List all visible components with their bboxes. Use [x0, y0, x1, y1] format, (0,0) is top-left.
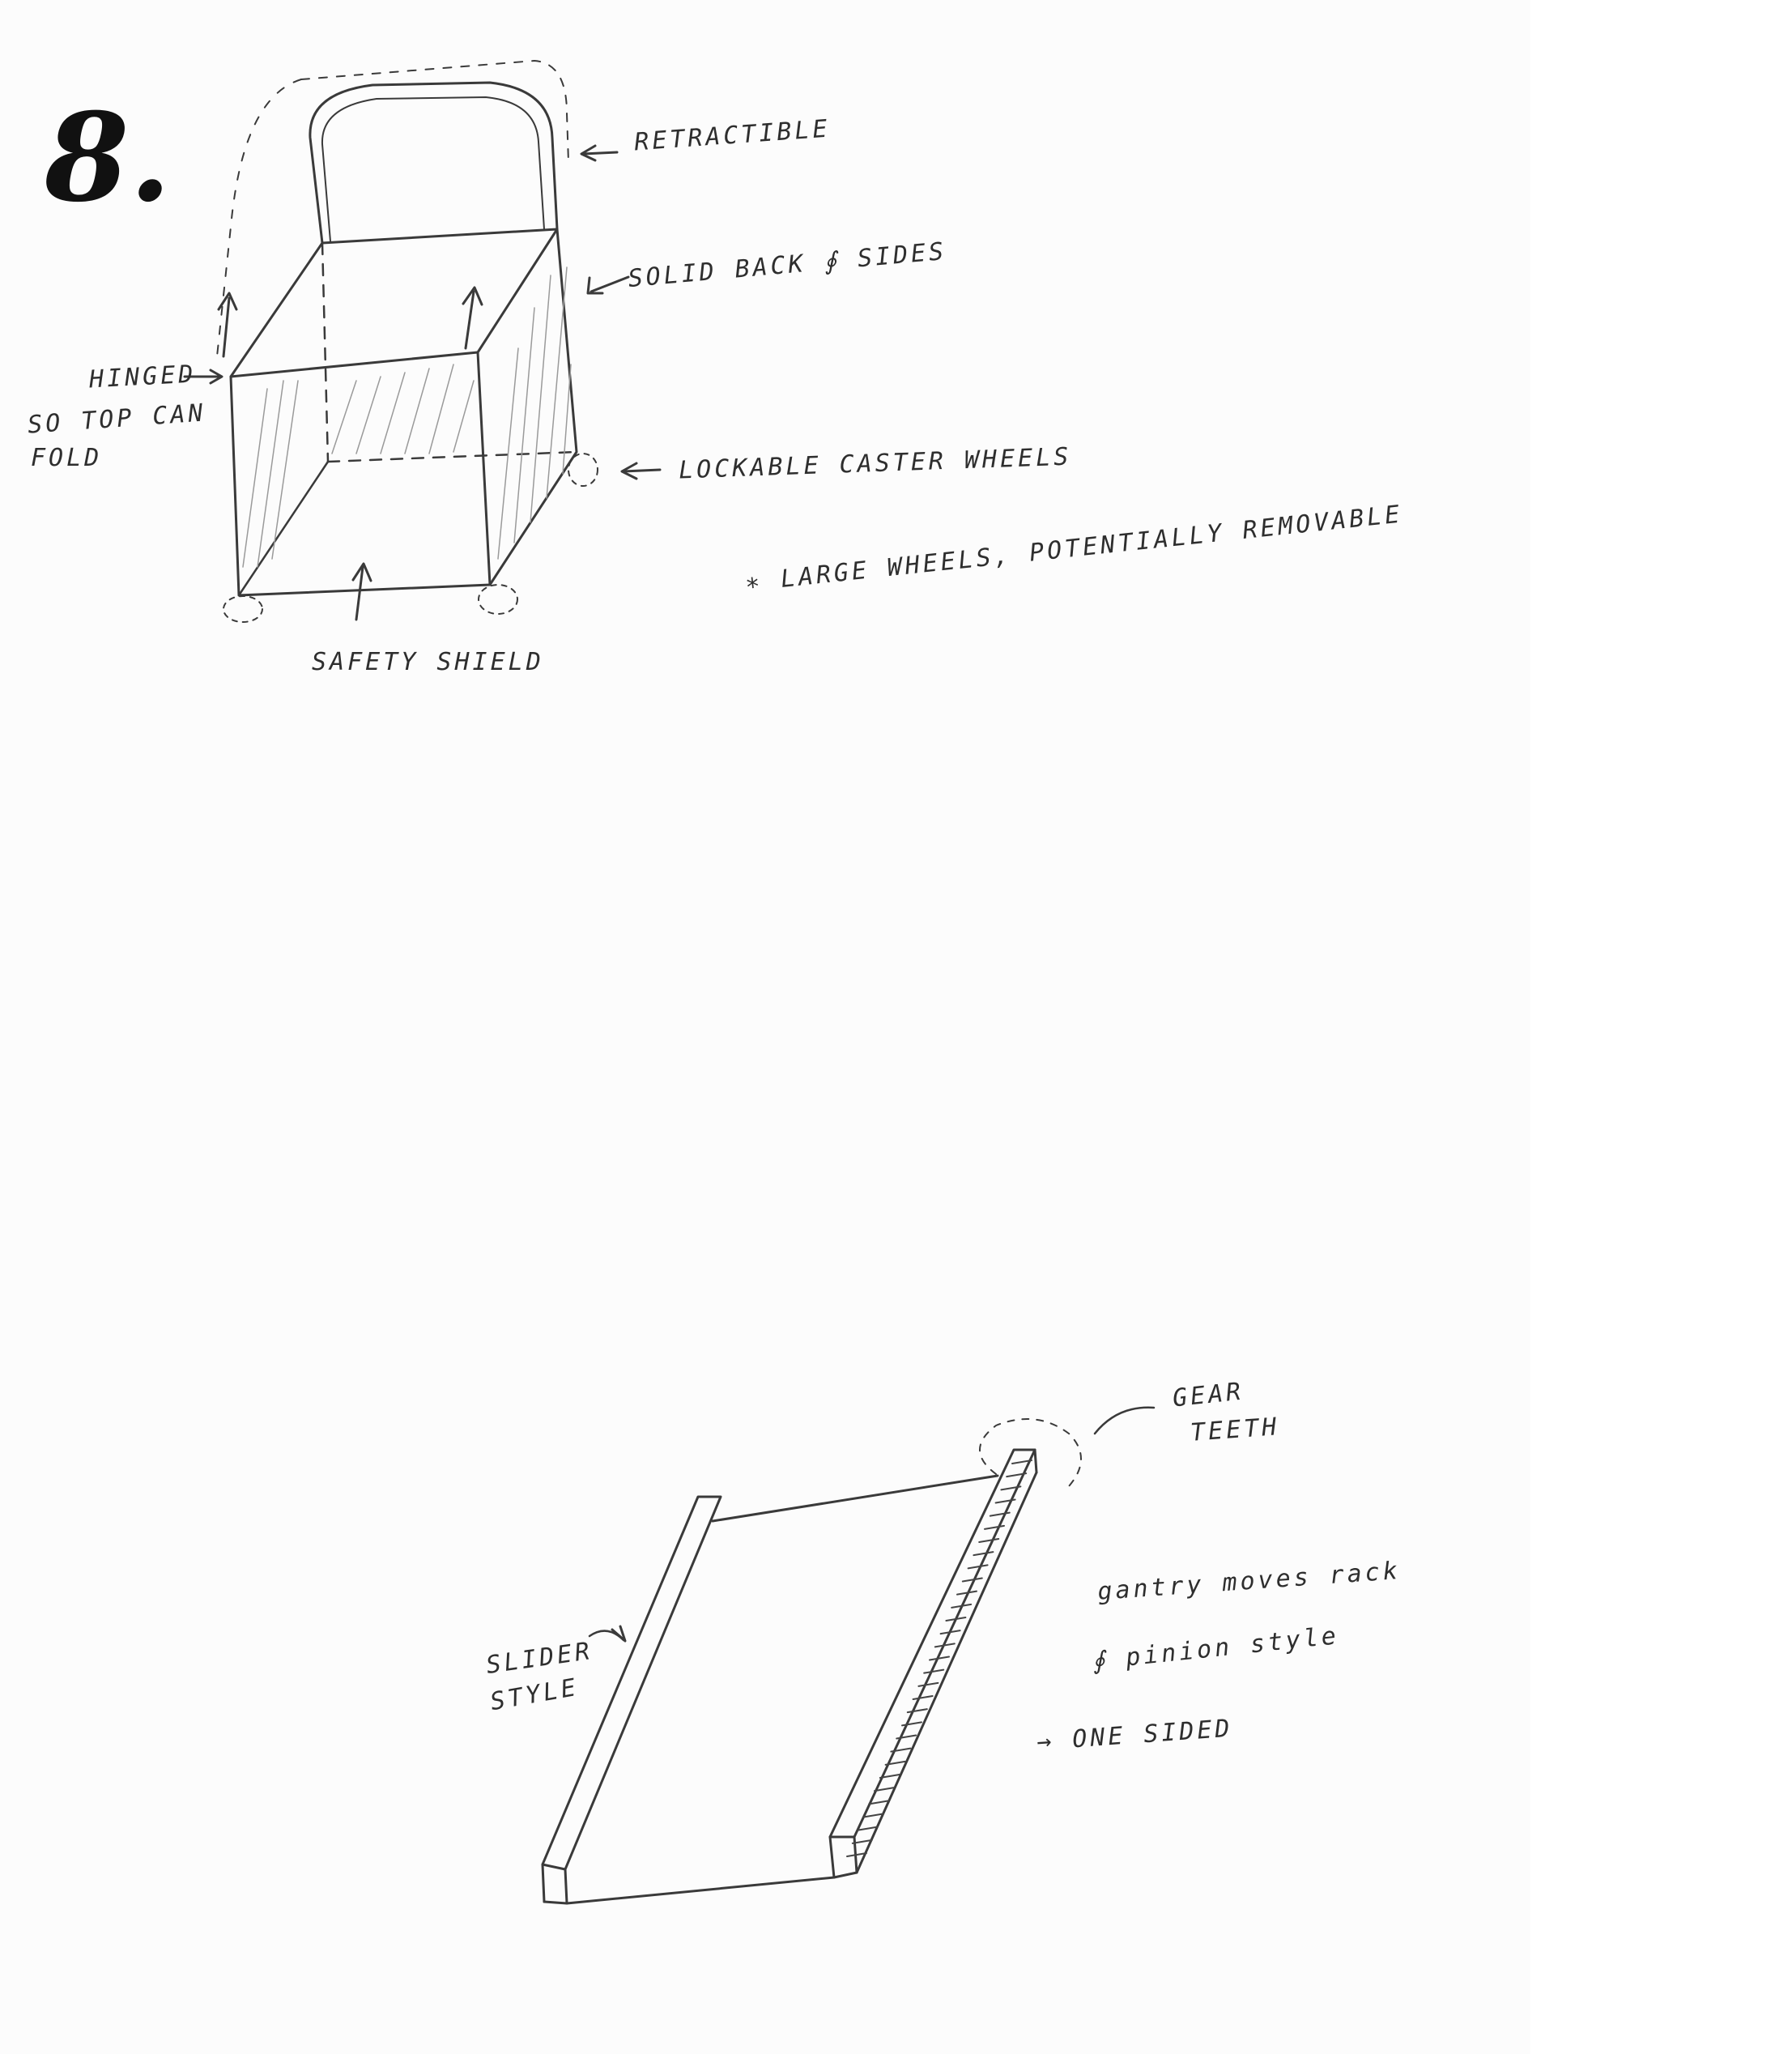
rack-tooth	[924, 1670, 943, 1673]
rack-tooth	[973, 1552, 993, 1555]
handle-dashed-outline	[301, 61, 568, 162]
box-right-face	[490, 229, 577, 585]
label-one-sided: → ONE SIDED	[1036, 1714, 1234, 1757]
label-hinged: HINGED	[88, 360, 198, 394]
rack-tooth	[902, 1722, 922, 1725]
rack-tooth	[858, 1827, 878, 1830]
retractable-handle-inner	[322, 97, 544, 241]
label-slider: SLIDER	[484, 1636, 595, 1681]
rack-tooth	[913, 1696, 933, 1699]
label-gear: GEAR	[1171, 1377, 1245, 1413]
label-lockable-caster-wheels: LOCKABLE CASTER WHEELS	[678, 442, 1072, 485]
rack-tooth	[918, 1683, 938, 1686]
label-gantry-line-2: ∮ pinion style	[1091, 1621, 1341, 1676]
box-top-face	[231, 229, 557, 377]
rack-tooth	[979, 1539, 998, 1542]
box-front-face	[231, 352, 490, 595]
rack-tooth	[990, 1513, 1010, 1516]
rack-tooth	[968, 1565, 988, 1568]
label-safety-shield: SAFETY SHIELD	[312, 648, 544, 676]
sketch-number: 8.	[45, 87, 172, 229]
label-style: STYLE	[487, 1673, 581, 1717]
slider-plate	[567, 1877, 834, 1903]
rack-tooth	[908, 1709, 927, 1712]
rack-tooth	[896, 1736, 916, 1739]
label-large-wheels-note: ∗ LARGE WHEELS, POTENTIALLY REMOVABLE	[743, 500, 1404, 598]
rack-tooth	[963, 1579, 982, 1582]
label-solid-back-sides: SOLID BACK ∮ SIDES	[627, 237, 948, 294]
rack-tooth	[985, 1526, 1004, 1529]
label-hinged-note-1: SO TOP CAN	[27, 398, 207, 440]
rack-rail	[830, 1450, 1035, 1837]
label-hinged-note-2: FOLD	[31, 444, 103, 472]
rack-tooth	[863, 1814, 883, 1817]
label-teeth: TEETH	[1189, 1413, 1281, 1447]
label-gantry-line-1: gantry moves rack	[1096, 1556, 1402, 1607]
label-retractible: RETRACTIBLE	[633, 114, 832, 157]
